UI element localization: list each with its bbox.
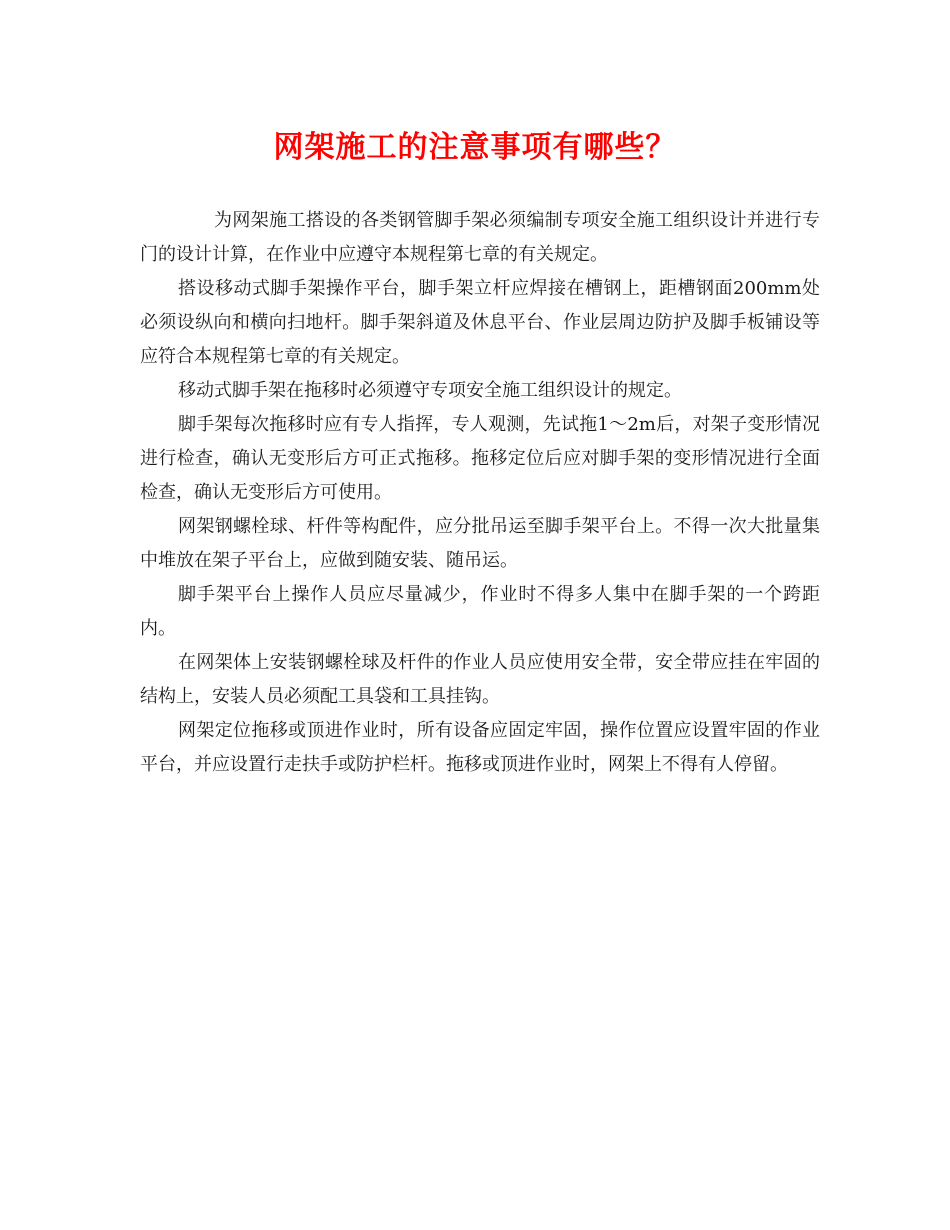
paragraph-4: 脚手架每次拖移时应有专人指挥，专人观测，先试拖1～2m后，对架子变形情况进行检查，确认无变形后方可正式拖移。拖移定位后应对脚手架的变形情况进行全面检查，确认无变形后方可使用。 bbox=[140, 414, 820, 503]
paragraph-3: 移动式脚手架在拖移时必须遵守专项安全施工组织设计的规定。 bbox=[178, 380, 682, 401]
document-body bbox=[140, 204, 820, 782]
paragraph-2: 搭设移动式脚手架操作平台，脚手架立杆应焊接在槽钢上，距槽钢面200mm处必须设纵向和横向扫地杆。脚手架斜道及休息平台、作业层周边防护及脚手板铺设等应符合本规程第七章的有关规定。 bbox=[140, 278, 820, 367]
paragraph-1: 为网架施工搭设的各类钢管脚手架必须编制专项安全施工组织设计并进行专门的设计计算，在作业中应遵守本规程第七章的有关规定。 bbox=[140, 210, 820, 265]
document-title: 网架施工的注意事项有哪些？ bbox=[273, 130, 677, 165]
paragraph-6: 脚手架平台上操作人员应尽量减少，作业时不得多人集中在脚手架的一个跨距内。 bbox=[140, 584, 820, 639]
paragraph-5: 网架钢螺栓球、杆件等构配件，应分批吊运至脚手架平台上。不得一次大批量集中堆放在架子平台上，应做到随安装、随吊运。 bbox=[140, 516, 820, 571]
paragraph-8: 网架定位拖移或顶进作业时，所有设备应固定牢固，操作位置应设置牢固的作业平台，并应设置行走扶手或防护栏杆。拖移或顶进作业时，网架上不得有人停留。 bbox=[140, 720, 820, 775]
paragraph-7: 在网架体上安装钢螺栓球及杆件的作业人员应使用安全带，安全带应挂在牢固的结构上，安装人员必须配工具袋和工具挂钩。 bbox=[140, 652, 820, 707]
